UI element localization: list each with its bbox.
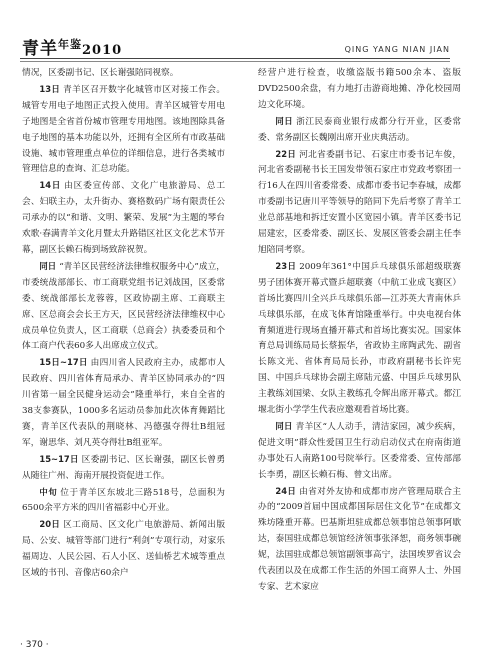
entry: [22, 82, 225, 178]
entry-text: 由省对外友协和成都市房产管理局联合主办的“2009首届中国成都国际居住文化节”在成都文殊坊隆重开幕。巴基斯坦驻成都总领事馆总领事阿歇达，泰国驻成都总领馆经济领事张泽恕，商务领事碗妮，法国驻成都总领馆副领事高宁，法国埃罗省议会代表团以及在成都工作生活的外国工商界人士、外国专家、艺术家应: [258, 486, 462, 592]
entry-text: 区委副书记、区长谢强，副区长曾勇从随往广州、海南开展投资促进工作。: [22, 454, 226, 481]
entry-date: 15日~17日: [39, 357, 88, 368]
entry-date: 同日: [275, 115, 294, 126]
entry-date: 同日: [39, 260, 57, 271]
entry-date: 同日: [275, 420, 293, 431]
entry: [22, 355, 225, 451]
entry-text: 区工商局、区文化广电旅游局、新闻出版局、公安、城管等部门进行“利剑”专项行动，对家乐福周边、人民公园、石人小区、送仙桥艺术城等重点区域的书刊、音像店60余户: [22, 520, 226, 579]
entry: [258, 114, 461, 147]
entry-date: 15~17日: [39, 453, 79, 464]
entry: [22, 66, 225, 82]
header-pinyin: QING YANG NIAN JIAN: [344, 45, 450, 54]
entry-text: 青羊区召开数字化城管市区对接工作会。城管专用电子地图正式投入使用。青羊区城管专用电子地图是全省首份城市管理专用地图。该地图除具备电子地图的基本功能以外，还拥有全区所有市政基础设施、城市管理重点单位的详细信息，进行各类城市管理信息的查询、汇总功能。: [22, 84, 226, 175]
entry-text: 经营户进行检查，收缴盗版书籍500余本、盗版DVD2500余盘，有力地打击游商地摊、净化校园周边文化环境。: [258, 68, 461, 110]
entry: [258, 419, 461, 484]
entry-text: 浙江民泰商业银行成都分行开业，区委常委、常务副区长魏刚出席开业庆典活动。: [258, 116, 462, 143]
entry-date: 24日: [275, 485, 297, 496]
logo-year: 2010: [82, 43, 123, 58]
logo-text: 青羊: [22, 39, 58, 59]
entry-text: 由区委宣传部、文化广电旅游局、总工会、妇联主办，太升街办、赛格数码广场有限责任公司承办的以“和谐、文明、繁荣、发展”为主题的琴台欢歌·春满青羊文化月暨太升路错区社区文化艺术节开幕，副区长赖石梅到场致辞祝贺。: [22, 181, 226, 255]
entry-text: 由四川省人民政府主办，成都市人民政府、四川省体育局承办、青羊区协同承办的“四川省第一届全民健身运动会”隆重举行，来自全省的38支参赛队，1000多名运动员参加此次体育舞蹈比赛，青羊区代表队的荆晓林、冯德强夺得壮B组冠军，谢思华、刘凡英夺得壮B组亚军。: [22, 358, 226, 448]
logo-nianjian: 年鉴: [58, 38, 82, 51]
header-rule: [20, 58, 450, 59]
entry: [22, 178, 225, 259]
entry: [258, 147, 461, 259]
entry-text: 位于青羊区东坡北三路518号，总面积为6500余平方米的四川省福彩中心开业。: [22, 487, 225, 514]
entry-date: 22日: [275, 148, 297, 159]
entry-date: 20日: [39, 519, 61, 530]
entry: [22, 517, 225, 582]
page-number: · 370 ·: [20, 640, 49, 650]
entry: [258, 66, 461, 114]
entry-date: 13日: [39, 83, 61, 94]
entry-date: 23日: [275, 260, 297, 271]
page-header: [0, 0, 480, 70]
entry-date: 14日: [39, 180, 62, 191]
entry: [22, 259, 225, 355]
entry-text: 青羊区“人人动手，清洁家园，减少疾病，促进文明”群众性爱国卫生行动启动仪式在府南街道办事处石人南路100号院举行。区委常委、宣传部部长李勇，副区长赖石梅、曾文出席。: [258, 421, 462, 480]
entry: [258, 484, 461, 596]
left-column: [22, 66, 225, 582]
entry-text: “青羊区民营经济法律维权服务中心”成立，市委统战部部长、市工商联党组书记刘战国，区委常委、统战部部长龙蓉蓉，区政协副主席、工商联主席、区总商会会长王方天，区民营经济法律维权中心成员单位负责人，区工商联（总商会）执委委员和个体工商户代表60多人出席成立仪式。: [22, 261, 225, 352]
entry: [258, 259, 461, 419]
entry: [22, 485, 225, 518]
entry-text: 情况，区委副书记、区长谢强陪同视察。: [22, 68, 179, 78]
entry-date: 中旬: [39, 486, 58, 497]
entry: [22, 452, 225, 485]
right-column: [258, 66, 461, 596]
entry-text: 河北省委副书记、石家庄市委书记车俊，河北省委副秘书长王国发带领石家庄市党政考察团一行16人在四川省委常委、成都市委书记李春城，成都市委副书记唐川平等领导的陪同下先后考察了青羊工业总部基地和拆迁安置小区宽园小镇。青羊区委书记屈建宏，区委常委、副区长、发展区管委会副主任李旭陪同考察。: [258, 149, 462, 255]
yearbook-logo: [22, 34, 122, 59]
entry-text: 2009年361°中国乒乓球俱乐部超级联赛男子团体赛开幕式暨乒超联赛（中航工业成飞赛区）首场比赛四川全兴乒乓球俱乐部—江苏英大青南休乒乓球俱乐部，在成飞体育馆隆重举行。中央电视台体育频道进行现场直播开幕式和首场比赛实况。国家体育总局训练局局长蔡振华，省政协主席陶武先、副省长陈文光、省体育局局长孙，市政府副秘书长许宪国、中国乒乓球协会副主席陆元盛、中国乒乓球男队主教练刘国梁、女队主教练孔令辉出席开幕式。都江堰北街小学学生代表应邀观看首场比赛。: [258, 261, 461, 416]
header-rule-thin: [20, 61, 450, 62]
